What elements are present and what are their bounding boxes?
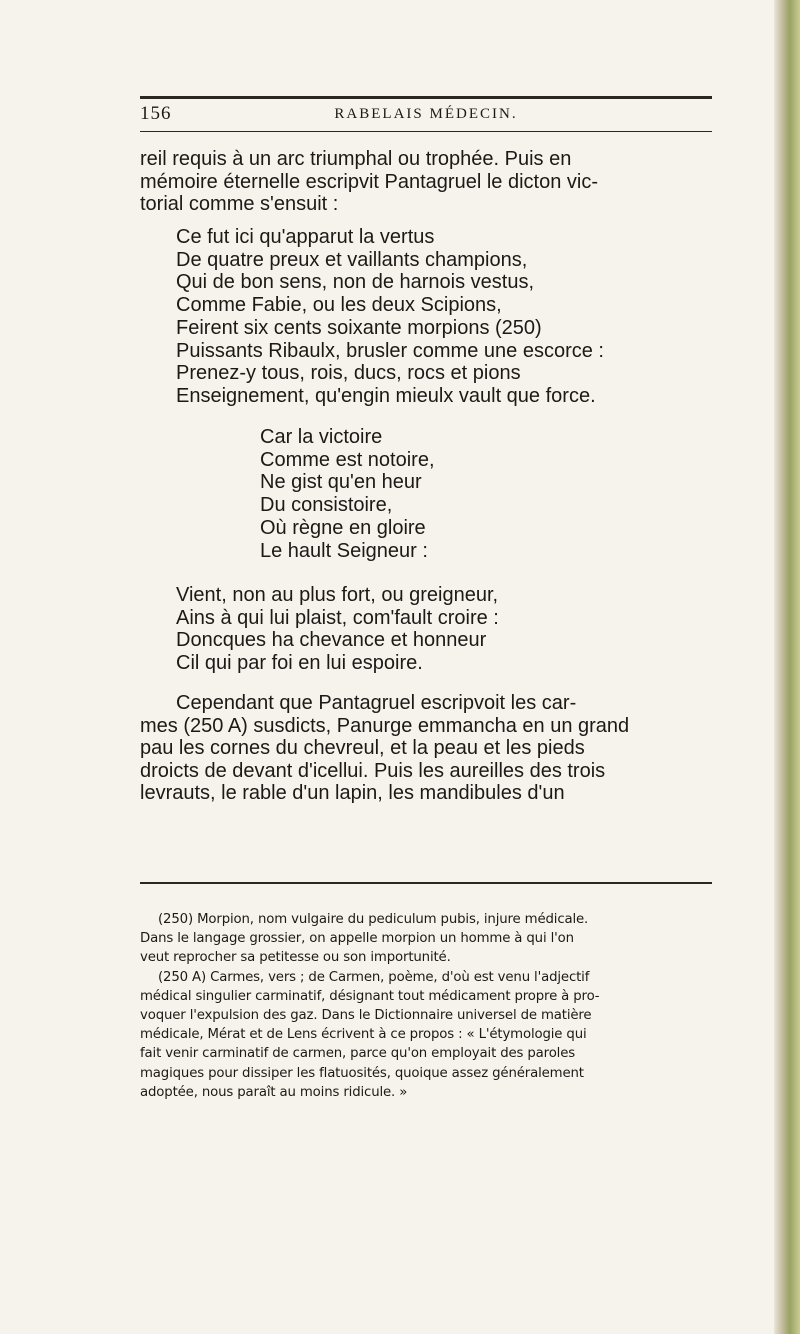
footnote-line: fait venir carminatif de carmen, parce qu'on employait des paroles	[140, 1046, 576, 1062]
footnote-line: Dans le langage grossier, on appelle morpion un homme à qui l'on	[140, 931, 574, 947]
footnote-line: (250) Morpion, nom vulgaire du pediculum pubis, injure médicale.	[158, 912, 589, 927]
footnote-line: (250 A) Carmes, vers ; de Carmen, poème, d'où est venu l'adjectif	[158, 969, 590, 985]
page-header	[140, 103, 712, 129]
verse-stanza-3	[176, 584, 499, 675]
text-line: torial comme s'ensuit :	[140, 193, 339, 215]
text-line: pau les cornes du chevreul, et la peau et les pieds	[140, 737, 585, 759]
footnote-line: voquer l'expulsion des gaz. Dans le Dictionnaire universel de matière	[140, 1008, 592, 1024]
text-line: levrauts, le rable d'un lapin, les mandibules d'un	[140, 782, 565, 804]
verse-line: Enseignement, qu'engin mieulx vault que force.	[176, 384, 596, 407]
verse-line: Du consistoire,	[260, 494, 393, 517]
verse-line: Comme est notoire,	[260, 448, 435, 471]
verse-line: Ce fut ici qu'apparut la vertus	[176, 226, 435, 248]
verse-line: Qui de bon sens, non de harnois vestus,	[176, 271, 535, 294]
text-line: Cependant que Pantagruel escripvoit les car-	[176, 692, 577, 714]
footnote-line: magiques pour dissiper les flatuosités, quoique assez généralement	[140, 1065, 584, 1081]
verse-line: Le hault Seigneur :	[260, 539, 428, 562]
verse-line: Cil qui par foi en lui espoire.	[176, 652, 423, 675]
verse-line: De quatre preux et vaillants champions,	[176, 248, 528, 271]
footnote-line: adoptée, nous paraît au moins ridicule. »	[140, 1084, 408, 1100]
text-line: droicts de devant d'icellui. Puis les aureilles des trois	[140, 759, 606, 782]
page-edge-shadow	[774, 0, 800, 1334]
footnote-line: médicale, Mérat et de Lens écrivent à ce propos : « L'étymologie qui	[140, 1027, 587, 1043]
text-line: mémoire éternelle escripvit Pantagruel le dicton vic-	[140, 170, 598, 193]
verse-line: Vient, non au plus fort, ou greigneur,	[176, 584, 499, 606]
verse-line: Où règne en gloire	[260, 516, 426, 539]
verse-line: Ains à qui lui plaist, com'fault croire :	[176, 606, 499, 629]
footnote-separator	[140, 882, 712, 884]
verse-stanza-2	[260, 426, 435, 562]
verse-line: Car la victoire	[260, 426, 383, 448]
text-line: reil requis à un arc triumphal ou trophée. Puis en	[140, 148, 572, 170]
verse-line: Prenez-y tous, rois, ducs, rocs et pions	[176, 362, 521, 385]
verse-line: Puissants Ribaulx, brusler comme une escorce :	[176, 339, 604, 362]
verse-stanza-1	[176, 226, 604, 408]
verse-line: Feirent six cents soixante morpions (250)	[176, 316, 542, 339]
footnote-line: veut reprocher sa petitesse ou son importunité.	[140, 950, 451, 966]
text-line: mes (250 A) susdicts, Panurge emmancha en un grand	[140, 714, 630, 737]
footnote-line: médical singulier carminatif, désignant tout médicament propre à pro-	[140, 988, 600, 1004]
closing-paragraph	[140, 692, 720, 805]
verse-line: Comme Fabie, ou les deux Scipions,	[176, 294, 502, 317]
intro-paragraph	[140, 148, 720, 216]
verse-line: Ne gist qu'en heur	[260, 471, 422, 494]
footnotes	[140, 910, 718, 1102]
verse-line: Doncques ha chevance et honneur	[176, 629, 487, 652]
running-title: RABELAIS MÉDECIN.	[334, 106, 518, 122]
header-bottom-rule	[140, 131, 712, 132]
page-number: 156	[140, 103, 172, 124]
header-top-rule	[140, 96, 712, 99]
